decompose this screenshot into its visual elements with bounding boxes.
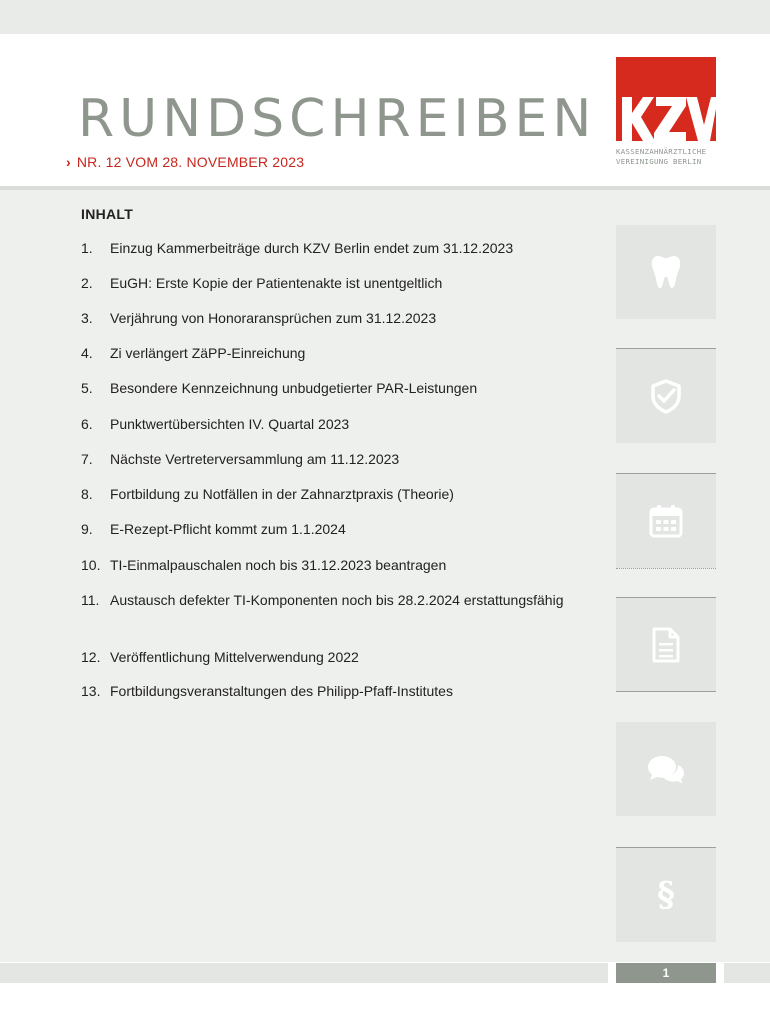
side-divider bbox=[616, 568, 716, 569]
toc-item-number: 12. bbox=[81, 649, 101, 665]
toc-item-title: E-Rezept-Pflicht kommt zum 1.1.2024 bbox=[110, 521, 346, 537]
side-tile-paragraph bbox=[616, 848, 716, 942]
toc-item-title: Verjährung von Honoraransprüchen zum 31.12.2023 bbox=[110, 310, 437, 326]
toc-item-title: Punktwertübersichten IV. Quartal 2023 bbox=[110, 416, 350, 432]
page-number: 1 bbox=[616, 963, 716, 983]
toc-item-title: TI-Einmalpauschalen noch bis 31.12.2023 beantragen bbox=[110, 557, 447, 573]
document-icon bbox=[650, 626, 682, 664]
side-tile-tooth bbox=[616, 225, 716, 319]
paragraph-icon: § bbox=[657, 875, 675, 915]
toc-item-number: 8. bbox=[81, 486, 93, 502]
toc-item-title: Fortbildung zu Notfällen in der Zahnarztpraxis (Theorie) bbox=[110, 486, 454, 502]
footer-band bbox=[0, 963, 608, 983]
toc-item-number: 4. bbox=[81, 345, 93, 361]
issue-subtitle bbox=[66, 154, 304, 170]
kzv-logo bbox=[616, 57, 716, 141]
toc-heading: INHALT bbox=[81, 206, 134, 222]
toc-item-title: Zi verlängert ZäPP-Einreichung bbox=[110, 345, 306, 361]
toc-item-number: 7. bbox=[81, 451, 93, 467]
toc-item-title: Austausch defekter TI-Komponenten noch bis 28.2.2024 erstattungsfähig bbox=[110, 592, 564, 608]
top-band bbox=[0, 0, 770, 34]
toc-item-title: Einzug Kammerbeiträge durch KZV Berlin endet zum 31.12.2023 bbox=[110, 240, 514, 256]
toc-item-number: 9. bbox=[81, 521, 93, 537]
toc-item-title: Fortbildungsveranstaltungen des Philipp-Pfaff-Institutes bbox=[110, 683, 453, 699]
toc-item-number: 1. bbox=[81, 240, 93, 256]
tooth-icon bbox=[650, 254, 682, 290]
toc-item-title: Nächste Vertreterversammlung am 11.12.2023 bbox=[110, 451, 400, 467]
chat-bubbles-icon bbox=[646, 753, 686, 785]
toc-item-number: 6. bbox=[81, 416, 93, 432]
shield-check-icon bbox=[649, 378, 683, 414]
toc-item-title: EuGH: Erste Kopie der Patientenakte ist unentgeltlich bbox=[110, 275, 443, 291]
side-tile-chat bbox=[616, 722, 716, 816]
logo-subline-1: KASSENZAHNÄRZTLICHE bbox=[616, 147, 707, 156]
toc-item-number: 2. bbox=[81, 275, 93, 291]
side-tile-shield bbox=[616, 349, 716, 443]
toc-item-number: 5. bbox=[81, 380, 93, 396]
issue-subtitle-text: NR. 12 VOM 28. NOVEMBER 2023 bbox=[76, 154, 305, 170]
toc-item-title: Besondere Kennzeichnung unbudgetierter PAR-Leistungen bbox=[110, 380, 478, 396]
chevron-right-icon: › bbox=[66, 154, 71, 170]
logo-subline-2: VEREINIGUNG BERLIN bbox=[616, 157, 702, 166]
toc-item-title: Veröffentlichung Mittelverwendung 2022 bbox=[110, 649, 359, 665]
toc-item-number: 13. bbox=[81, 683, 101, 699]
side-divider bbox=[616, 691, 716, 692]
toc-item-number: 3. bbox=[81, 310, 93, 326]
toc-item-number: 11. bbox=[81, 592, 100, 608]
side-tile-document bbox=[616, 598, 716, 692]
toc-item-number: 10. bbox=[81, 557, 101, 573]
footer-band bbox=[724, 963, 770, 983]
calendar-icon bbox=[648, 503, 684, 539]
side-tile-calendar bbox=[616, 474, 716, 568]
logo-subline bbox=[616, 147, 718, 167]
page-title: RUNDSCHREIBEN bbox=[78, 89, 597, 149]
